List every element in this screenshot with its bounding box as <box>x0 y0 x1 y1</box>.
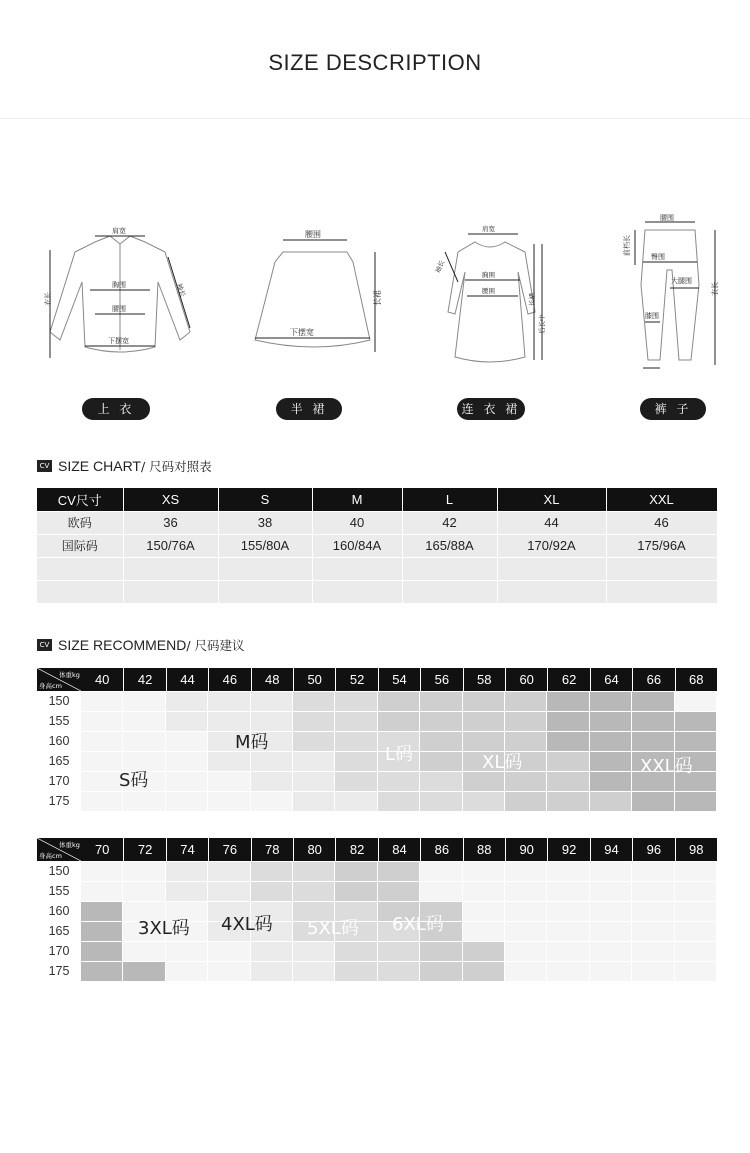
recommend-cell <box>463 942 504 961</box>
recommend-cell <box>81 692 122 711</box>
table-cell <box>312 557 402 580</box>
table-cell <box>37 557 123 580</box>
recommend-cell <box>420 772 461 791</box>
recommend-cell <box>166 792 207 811</box>
weight-column-header: 46 <box>208 668 250 691</box>
svg-text:长裙: 长裙 <box>528 293 536 306</box>
size-zone-label: L码 <box>385 744 414 765</box>
recommend-cell <box>547 862 588 881</box>
svg-text:肩宽: 肩宽 <box>112 227 126 235</box>
header-cell: XL <box>497 488 606 511</box>
table-cell <box>218 557 312 580</box>
svg-text:下摆宽: 下摆宽 <box>290 328 314 337</box>
height-row-label: 170 <box>48 944 70 958</box>
row-label: 欧码 <box>37 511 123 534</box>
size-recommend-grid-2 <box>37 838 717 983</box>
recommend-cell <box>547 882 588 901</box>
recommend-cell <box>632 882 673 901</box>
recommend-cell <box>675 862 716 881</box>
height-row-label: 150 <box>48 694 70 708</box>
height-row-label: 175 <box>48 794 70 808</box>
weight-column-header: 70 <box>94 842 110 857</box>
recommend-cell <box>590 712 631 731</box>
weight-column-header: 40 <box>94 672 110 687</box>
height-row-label: 175 <box>48 964 70 978</box>
recommend-cell <box>293 882 334 901</box>
table-cell: 175/96A <box>606 534 717 557</box>
recommend-cell <box>632 732 673 751</box>
recommend-cell <box>420 882 461 901</box>
recommend-cell <box>166 692 207 711</box>
recommend-cell <box>590 942 631 961</box>
cv-logo-icon: CV <box>37 639 52 651</box>
corner-weight-label: 体重kg <box>59 671 80 679</box>
recommend-cell <box>463 902 504 921</box>
recommend-cell <box>251 962 292 981</box>
recommend-cell <box>335 792 376 811</box>
recommend-cell <box>166 712 207 731</box>
recommend-cell <box>675 902 716 921</box>
recommend-cell <box>208 692 249 711</box>
cv-logo-icon: CV <box>37 460 52 472</box>
size-recommend-title-zh: / 尺码建议 <box>186 638 245 653</box>
weight-column-header: 64 <box>590 668 632 691</box>
recommend-cell <box>335 882 376 901</box>
size-zone-label: 4XL码 <box>221 914 273 935</box>
recommend-cell <box>81 772 122 791</box>
recommend-cell <box>166 882 207 901</box>
svg-text:膝围: 膝围 <box>645 312 659 320</box>
recommend-cell <box>505 862 546 881</box>
recommend-cell <box>81 882 122 901</box>
recommend-cell <box>293 752 334 771</box>
weight-column-header: 72 <box>123 838 165 861</box>
size-chart-header-row <box>37 488 717 511</box>
weight-column-header: 52 <box>335 668 377 691</box>
table-cell: 170/92A <box>497 534 606 557</box>
table-cell <box>37 580 123 603</box>
table-cell: 150/76A <box>123 534 218 557</box>
recommend-cell <box>251 792 292 811</box>
size-chart-heading <box>37 457 212 475</box>
skirt-label: 半 裙 <box>276 398 342 420</box>
table-cell: 46 <box>606 511 717 534</box>
recommend-cell <box>166 862 207 881</box>
size-recommend-grid-1 <box>37 668 717 813</box>
recommend-cell <box>505 792 546 811</box>
weight-column-header: 96 <box>632 838 674 861</box>
table-cell: 165/88A <box>402 534 497 557</box>
svg-text:袖长: 袖长 <box>433 259 447 275</box>
row-label: 国际码 <box>37 534 123 557</box>
recommend-cell <box>675 962 716 981</box>
size-zone-label: XL码 <box>482 752 523 773</box>
recommend-cell <box>590 752 631 771</box>
recommend-cell <box>123 792 164 811</box>
page-title: SIZE DESCRIPTION <box>268 50 482 75</box>
recommend-cell <box>335 752 376 771</box>
height-row-label: 165 <box>48 754 70 768</box>
weight-column-header: 44 <box>166 668 208 691</box>
svg-text:后长中: 后长中 <box>538 314 546 334</box>
recommend-cell <box>335 692 376 711</box>
recommend-cell <box>632 712 673 731</box>
pants-diagram <box>615 210 725 375</box>
recommend-cell <box>590 902 631 921</box>
recommend-cell <box>505 962 546 981</box>
recommend-cell <box>420 862 461 881</box>
corner-height-label: 身高cm <box>39 682 62 690</box>
recommend-cell <box>463 772 504 791</box>
pants-label: 裤 子 <box>640 398 706 420</box>
table-cell: 40 <box>312 511 402 534</box>
weight-column-header: 82 <box>335 838 377 861</box>
recommend-cell <box>123 712 164 731</box>
recommend-cell <box>81 792 122 811</box>
recommend-cell <box>675 712 716 731</box>
recommend-cell <box>208 752 249 771</box>
recommend-cell <box>166 732 207 751</box>
svg-text:胸围: 胸围 <box>112 281 126 289</box>
recommend-cell <box>81 712 122 731</box>
recommend-cell <box>208 962 249 981</box>
recommend-cell <box>81 752 122 771</box>
recommend-cell <box>420 712 461 731</box>
recommend-cell <box>378 792 419 811</box>
header-cell: M <box>312 488 402 511</box>
size-recommend-title-en: SIZE RECOMMEND <box>58 637 187 653</box>
recommend-cell <box>632 962 673 981</box>
skirt-diagram <box>245 222 385 362</box>
recommend-cell <box>632 862 673 881</box>
recommend-cell <box>463 712 504 731</box>
recommend-cell <box>590 792 631 811</box>
svg-text:大腿围: 大腿围 <box>671 277 692 285</box>
table-cell: 44 <box>497 511 606 534</box>
svg-text:腰围: 腰围 <box>482 287 495 295</box>
recommend-cell <box>81 902 122 921</box>
table-cell <box>402 557 497 580</box>
recommend-cell <box>335 732 376 751</box>
size-zone-label: 3XL码 <box>138 918 190 939</box>
table-cell <box>218 580 312 603</box>
weight-column-header: 60 <box>505 668 547 691</box>
recommend-cell <box>208 792 249 811</box>
recommend-cell <box>420 792 461 811</box>
recommend-cell <box>590 732 631 751</box>
recommend-cell <box>632 692 673 711</box>
svg-text:腰围: 腰围 <box>660 214 674 222</box>
recommend-cell <box>378 862 419 881</box>
recommend-cell <box>505 922 546 941</box>
size-chart-table <box>37 488 718 603</box>
recommend-cell <box>505 772 546 791</box>
recommend-cell <box>123 862 164 881</box>
height-row-label: 160 <box>48 904 70 918</box>
recommend-cell <box>293 732 334 751</box>
recommend-cell <box>547 792 588 811</box>
recommend-cell <box>590 692 631 711</box>
recommend-cell <box>251 882 292 901</box>
recommend-cell <box>335 942 376 961</box>
recommend-cell <box>81 732 122 751</box>
recommend-cell <box>505 902 546 921</box>
recommend-cell <box>547 962 588 981</box>
recommend-cell <box>81 862 122 881</box>
weight-column-header: 68 <box>675 668 717 691</box>
size-zone-label: S码 <box>119 770 149 791</box>
height-row-label: 155 <box>48 714 70 728</box>
recommend-cell <box>632 922 673 941</box>
recommend-cell <box>547 732 588 751</box>
svg-text:腰围: 腰围 <box>112 305 126 313</box>
recommend-cell <box>505 882 546 901</box>
weight-column-header: 84 <box>378 838 420 861</box>
weight-column-header: 50 <box>293 668 335 691</box>
recommend-cell <box>547 922 588 941</box>
recommend-cell <box>590 922 631 941</box>
weight-column-header: 98 <box>675 838 717 861</box>
table-row <box>37 534 717 557</box>
size-zone-label: 6XL码 <box>392 914 444 935</box>
recommend-cell <box>378 962 419 981</box>
svg-text:臀围: 臀围 <box>651 253 665 261</box>
recommend-cell <box>547 692 588 711</box>
recommend-cell <box>675 882 716 901</box>
recommend-cell <box>420 752 461 771</box>
corner-weight-label: 体重kg <box>59 841 80 849</box>
weight-column-header: 66 <box>632 668 674 691</box>
size-chart-title-en: SIZE CHART <box>58 458 141 474</box>
weight-column-header: 54 <box>378 668 420 691</box>
recommend-cell <box>123 692 164 711</box>
svg-text:胸围: 胸围 <box>482 271 495 279</box>
weight-column-header: 62 <box>547 668 589 691</box>
recommend-cell <box>675 692 716 711</box>
recommend-cell <box>208 942 249 961</box>
dress-label: 连 衣 裙 <box>457 398 525 420</box>
header-cell: S <box>218 488 312 511</box>
recommend-cell <box>335 772 376 791</box>
table-cell: 160/84A <box>312 534 402 557</box>
svg-text:衣长: 衣长 <box>44 292 52 306</box>
recommend-cell <box>123 962 164 981</box>
weight-column-header: 74 <box>166 838 208 861</box>
weight-column-header: 94 <box>590 838 632 861</box>
size-chart-title-zh: / 尺码对照表 <box>140 459 212 474</box>
recommend-cell <box>123 732 164 751</box>
recommend-cell <box>251 942 292 961</box>
svg-text:肩宽: 肩宽 <box>482 225 495 233</box>
size-zone-label: XXL码 <box>640 756 693 777</box>
table-cell <box>497 557 606 580</box>
recommend-cell <box>166 772 207 791</box>
weight-column-header: 92 <box>547 838 589 861</box>
weight-column-header: 48 <box>251 668 293 691</box>
size-recommend-heading <box>37 636 245 654</box>
recommend-cell <box>208 772 249 791</box>
recommend-cell <box>463 922 504 941</box>
recommend-cell <box>463 962 504 981</box>
recommend-cell <box>547 942 588 961</box>
recommend-cell <box>251 752 292 771</box>
recommend-cell <box>378 692 419 711</box>
recommend-cell <box>293 712 334 731</box>
table-cell: 36 <box>123 511 218 534</box>
recommend-cell <box>463 692 504 711</box>
weight-column-header: 58 <box>463 668 505 691</box>
recommend-cell <box>463 882 504 901</box>
recommend-cell <box>166 962 207 981</box>
dress-diagram <box>430 222 560 367</box>
weight-column-header: 80 <box>293 838 335 861</box>
height-row-label: 170 <box>48 774 70 788</box>
recommend-cell <box>463 792 504 811</box>
corner-height-label: 身高cm <box>39 852 62 860</box>
recommend-cell <box>335 862 376 881</box>
recommend-cell <box>547 902 588 921</box>
header-cell: CV尺寸 <box>37 488 123 511</box>
recommend-cell <box>166 942 207 961</box>
recommend-cell <box>420 942 461 961</box>
weight-column-header: 42 <box>123 668 165 691</box>
table-cell: 42 <box>402 511 497 534</box>
weight-column-header: 56 <box>420 668 462 691</box>
weight-column-header: 86 <box>420 838 462 861</box>
recommend-cell <box>81 922 122 941</box>
recommend-cell <box>420 732 461 751</box>
recommend-cell <box>123 942 164 961</box>
svg-text:衣长: 衣长 <box>711 282 719 296</box>
recommend-cell <box>547 752 588 771</box>
weight-column-header: 90 <box>505 838 547 861</box>
header-cell: XS <box>123 488 218 511</box>
height-row-label: 165 <box>48 924 70 938</box>
recommend-cell <box>547 772 588 791</box>
table-cell <box>606 580 717 603</box>
recommend-cell <box>293 692 334 711</box>
recommend-cell <box>590 882 631 901</box>
recommend-cell <box>293 862 334 881</box>
recommend-cell <box>335 712 376 731</box>
header-cell: L <box>402 488 497 511</box>
recommend-cell <box>251 772 292 791</box>
table-row <box>37 511 717 534</box>
svg-text:腰围: 腰围 <box>305 230 321 239</box>
table-cell: 38 <box>218 511 312 534</box>
recommend-cell <box>505 942 546 961</box>
recommend-cell <box>123 882 164 901</box>
weight-column-header: 76 <box>208 838 250 861</box>
svg-text:长裙: 长裙 <box>373 290 382 306</box>
recommend-cell <box>632 902 673 921</box>
height-row-label: 150 <box>48 864 70 878</box>
recommend-cell <box>590 862 631 881</box>
recommend-cell <box>208 862 249 881</box>
recommend-cell <box>378 942 419 961</box>
table-cell <box>312 580 402 603</box>
recommend-cell <box>463 862 504 881</box>
recommend-cell <box>81 942 122 961</box>
recommend-cell <box>632 942 673 961</box>
height-row-label: 160 <box>48 734 70 748</box>
recommend-cell <box>208 882 249 901</box>
table-cell <box>123 557 218 580</box>
shirt-diagram <box>40 222 200 367</box>
svg-text:下摆宽: 下摆宽 <box>108 337 129 345</box>
recommend-cell <box>293 792 334 811</box>
weight-height-corner <box>37 838 81 861</box>
svg-text:袖长: 袖长 <box>174 282 187 299</box>
table-cell <box>123 580 218 603</box>
header-cell: XXL <box>606 488 717 511</box>
recommend-cell <box>547 712 588 731</box>
table-cell: 155/80A <box>218 534 312 557</box>
table-row <box>37 557 717 580</box>
recommend-cell <box>675 792 716 811</box>
recommend-cell <box>632 792 673 811</box>
recommend-cell <box>293 962 334 981</box>
table-cell <box>606 557 717 580</box>
recommend-cell <box>335 962 376 981</box>
weight-column-header: 88 <box>463 838 505 861</box>
recommend-cell <box>675 922 716 941</box>
height-row-label: 155 <box>48 884 70 898</box>
size-zone-label: 5XL码 <box>307 918 359 939</box>
recommend-cell <box>293 942 334 961</box>
size-zone-label: M码 <box>235 732 269 753</box>
recommend-cell <box>251 862 292 881</box>
recommend-cell <box>675 732 716 751</box>
recommend-cell <box>251 692 292 711</box>
recommend-cell <box>166 752 207 771</box>
svg-text:前档长: 前档长 <box>623 235 631 256</box>
recommend-cell <box>81 962 122 981</box>
recommend-cell <box>505 712 546 731</box>
recommend-cell <box>590 962 631 981</box>
weight-column-header: 78 <box>251 838 293 861</box>
table-cell <box>402 580 497 603</box>
recommend-cell <box>590 772 631 791</box>
recommend-cell <box>505 692 546 711</box>
table-row <box>37 580 717 603</box>
weight-height-corner <box>37 668 81 691</box>
recommend-cell <box>293 772 334 791</box>
recommend-cell <box>420 692 461 711</box>
header-divider <box>0 118 750 119</box>
recommend-cell <box>420 962 461 981</box>
recommend-cell <box>378 712 419 731</box>
top-label: 上 衣 <box>82 398 150 420</box>
recommend-cell <box>378 772 419 791</box>
table-cell <box>497 580 606 603</box>
recommend-cell <box>378 882 419 901</box>
recommend-cell <box>675 942 716 961</box>
